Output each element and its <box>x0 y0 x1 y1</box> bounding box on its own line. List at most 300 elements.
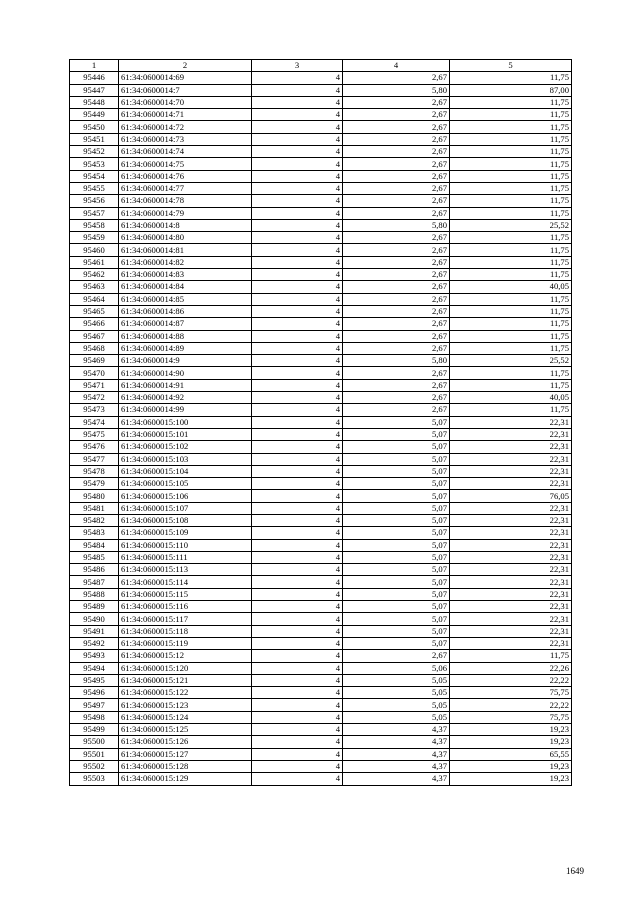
table-cell-col1: 95472 <box>70 392 119 404</box>
table-cell-col1: 95447 <box>70 84 119 96</box>
table-row <box>70 416 572 428</box>
table-cell-col1: 95469 <box>70 355 119 367</box>
table-row <box>70 514 572 526</box>
table-cell-col2: 61:34:0600014:69 <box>119 72 252 84</box>
table-cell-col4: 5,07 <box>343 576 450 588</box>
table-cell-col4: 5,07 <box>343 453 450 465</box>
table-cell-col5: 22,31 <box>450 502 572 514</box>
table-cell-col3: 4 <box>252 416 343 428</box>
table-cell-col3: 4 <box>252 158 343 170</box>
table-cell-col1: 95475 <box>70 428 119 440</box>
table-cell-col2: 61:34:0600015:103 <box>119 453 252 465</box>
header-row <box>70 60 572 72</box>
table-cell-col2: 61:34:0600014:77 <box>119 182 252 194</box>
table-cell-col2: 61:34:0600014:89 <box>119 342 252 354</box>
table-cell-col4: 5,07 <box>343 441 450 453</box>
table-row <box>70 355 572 367</box>
table-cell-col3: 4 <box>252 674 343 686</box>
table-cell-col5: 22,31 <box>450 613 572 625</box>
table-cell-col2: 61:34:0600015:12 <box>119 650 252 662</box>
table-cell-col1: 95486 <box>70 564 119 576</box>
table-cell-col1: 95476 <box>70 441 119 453</box>
table-cell-col2: 61:34:0600015:129 <box>119 773 252 785</box>
table-cell-col5: 11,75 <box>450 96 572 108</box>
table-cell-col3: 4 <box>252 576 343 588</box>
table-cell-col1: 95446 <box>70 72 119 84</box>
table-cell-col3: 4 <box>252 453 343 465</box>
table-cell-col5: 75,75 <box>450 711 572 723</box>
table-cell-col1: 95456 <box>70 195 119 207</box>
table-cell-col2: 61:34:0600014:86 <box>119 305 252 317</box>
column-header-1: 1 <box>70 60 119 72</box>
table-cell-col3: 4 <box>252 502 343 514</box>
table-row <box>70 305 572 317</box>
table-cell-col4: 4,37 <box>343 736 450 748</box>
table-cell-col2: 61:34:0600014:90 <box>119 367 252 379</box>
table-cell-col3: 4 <box>252 244 343 256</box>
table-cell-col5: 75,75 <box>450 687 572 699</box>
table-cell-col4: 5,07 <box>343 478 450 490</box>
table-cell-col4: 5,07 <box>343 527 450 539</box>
table-cell-col5: 11,75 <box>450 650 572 662</box>
table-cell-col4: 5,06 <box>343 662 450 674</box>
table-body <box>70 72 572 785</box>
table-cell-col3: 4 <box>252 379 343 391</box>
table-row <box>70 72 572 84</box>
table-cell-col4: 4,37 <box>343 773 450 785</box>
table-cell-col1: 95495 <box>70 674 119 686</box>
table-cell-col4: 2,67 <box>343 244 450 256</box>
table-cell-col2: 61:34:0600015:109 <box>119 527 252 539</box>
table-cell-col4: 5,07 <box>343 564 450 576</box>
table-cell-col4: 5,07 <box>343 465 450 477</box>
table-row <box>70 84 572 96</box>
table-row <box>70 133 572 145</box>
table-cell-col1: 95490 <box>70 613 119 625</box>
table-cell-col3: 4 <box>252 367 343 379</box>
table-cell-col5: 11,75 <box>450 330 572 342</box>
table-cell-col2: 61:34:0600015:111 <box>119 551 252 563</box>
table-cell-col1: 95503 <box>70 773 119 785</box>
table-cell-col1: 95466 <box>70 318 119 330</box>
column-header-2: 2 <box>119 60 252 72</box>
table-cell-col2: 61:34:0600015:127 <box>119 748 252 760</box>
table-row <box>70 293 572 305</box>
table-cell-col3: 4 <box>252 96 343 108</box>
table-cell-col2: 61:34:0600014:79 <box>119 207 252 219</box>
table-cell-col5: 11,75 <box>450 207 572 219</box>
table-cell-col1: 95460 <box>70 244 119 256</box>
table-cell-col3: 4 <box>252 736 343 748</box>
table-cell-col2: 61:34:0600014:92 <box>119 392 252 404</box>
table-cell-col1: 95464 <box>70 293 119 305</box>
table-cell-col5: 11,75 <box>450 109 572 121</box>
table-cell-col3: 4 <box>252 465 343 477</box>
table-cell-col1: 95489 <box>70 601 119 613</box>
table-row <box>70 551 572 563</box>
table-row <box>70 625 572 637</box>
table-cell-col1: 95498 <box>70 711 119 723</box>
table-cell-col1: 95493 <box>70 650 119 662</box>
table-row <box>70 146 572 158</box>
table-cell-col2: 61:34:0600014:78 <box>119 195 252 207</box>
table-cell-col5: 11,75 <box>450 305 572 317</box>
table-cell-col5: 22,31 <box>450 478 572 490</box>
table-cell-col4: 5,07 <box>343 551 450 563</box>
table-cell-col2: 61:34:0600014:9 <box>119 355 252 367</box>
table-cell-col5: 22,31 <box>450 514 572 526</box>
table-cell-col1: 95468 <box>70 342 119 354</box>
table-row <box>70 588 572 600</box>
table-cell-col1: 95477 <box>70 453 119 465</box>
table-cell-col5: 40,05 <box>450 392 572 404</box>
table-cell-col5: 11,75 <box>450 146 572 158</box>
table-cell-col5: 11,75 <box>450 121 572 133</box>
table-cell-col1: 95449 <box>70 109 119 121</box>
table-cell-col1: 95479 <box>70 478 119 490</box>
table-cell-col4: 2,67 <box>343 293 450 305</box>
table-cell-col1: 95458 <box>70 219 119 231</box>
table-cell-col3: 4 <box>252 428 343 440</box>
table-cell-col3: 4 <box>252 293 343 305</box>
table-cell-col1: 95473 <box>70 404 119 416</box>
table-row <box>70 539 572 551</box>
data-table <box>69 59 572 786</box>
table-row <box>70 367 572 379</box>
table-cell-col1: 95467 <box>70 330 119 342</box>
table-cell-col5: 19,23 <box>450 760 572 772</box>
table-row <box>70 256 572 268</box>
table-row <box>70 760 572 772</box>
table-cell-col1: 95502 <box>70 760 119 772</box>
table-cell-col3: 4 <box>252 699 343 711</box>
table-cell-col1: 95462 <box>70 269 119 281</box>
table-cell-col3: 4 <box>252 232 343 244</box>
table-cell-col3: 4 <box>252 318 343 330</box>
table-cell-col4: 2,67 <box>343 392 450 404</box>
table-cell-col5: 11,75 <box>450 244 572 256</box>
table-cell-col4: 2,67 <box>343 379 450 391</box>
table-cell-col2: 61:34:0600014:76 <box>119 170 252 182</box>
table-cell-col2: 61:34:0600015:126 <box>119 736 252 748</box>
table-cell-col3: 4 <box>252 564 343 576</box>
table-cell-col5: 11,75 <box>450 182 572 194</box>
table-cell-col1: 95454 <box>70 170 119 182</box>
table-cell-col2: 61:34:0600015:113 <box>119 564 252 576</box>
table-cell-col3: 4 <box>252 490 343 502</box>
table-cell-col1: 95500 <box>70 736 119 748</box>
table-row <box>70 404 572 416</box>
table-cell-col5: 11,75 <box>450 256 572 268</box>
table-cell-col2: 61:34:0600014:91 <box>119 379 252 391</box>
table-cell-col4: 2,67 <box>343 96 450 108</box>
table-cell-col2: 61:34:0600015:106 <box>119 490 252 502</box>
table-cell-col1: 95501 <box>70 748 119 760</box>
table-cell-col3: 4 <box>252 207 343 219</box>
table-cell-col2: 61:34:0600014:7 <box>119 84 252 96</box>
table-cell-col4: 5,80 <box>343 84 450 96</box>
table-cell-col2: 61:34:0600014:99 <box>119 404 252 416</box>
table-cell-col1: 95465 <box>70 305 119 317</box>
table-cell-col5: 22,31 <box>450 453 572 465</box>
table-cell-col5: 25,52 <box>450 219 572 231</box>
table-cell-col5: 22,31 <box>450 564 572 576</box>
table-cell-col2: 61:34:0600015:120 <box>119 662 252 674</box>
table-cell-col2: 61:34:0600015:108 <box>119 514 252 526</box>
table-cell-col3: 4 <box>252 711 343 723</box>
table-cell-col1: 95492 <box>70 637 119 649</box>
table-row <box>70 318 572 330</box>
table-row <box>70 699 572 711</box>
table-row <box>70 453 572 465</box>
table-cell-col2: 61:34:0600015:115 <box>119 588 252 600</box>
table-cell-col4: 2,67 <box>343 182 450 194</box>
table-cell-col5: 65,55 <box>450 748 572 760</box>
table-cell-col3: 4 <box>252 514 343 526</box>
table-cell-col2: 61:34:0600015:110 <box>119 539 252 551</box>
table-cell-col4: 5,07 <box>343 428 450 440</box>
table-cell-col2: 61:34:0600015:128 <box>119 760 252 772</box>
table-cell-col5: 11,75 <box>450 158 572 170</box>
table-cell-col4: 2,67 <box>343 650 450 662</box>
table-cell-col4: 2,67 <box>343 146 450 158</box>
table-cell-col1: 95487 <box>70 576 119 588</box>
table-cell-col2: 61:34:0600015:119 <box>119 637 252 649</box>
table-cell-col4: 5,07 <box>343 588 450 600</box>
table-cell-col1: 95457 <box>70 207 119 219</box>
table-cell-col5: 22,31 <box>450 441 572 453</box>
table-cell-col4: 4,37 <box>343 724 450 736</box>
table-row <box>70 490 572 502</box>
table-cell-col2: 61:34:0600014:81 <box>119 244 252 256</box>
table-row <box>70 674 572 686</box>
table-cell-col5: 11,75 <box>450 195 572 207</box>
table-cell-col5: 11,75 <box>450 318 572 330</box>
table-cell-col3: 4 <box>252 330 343 342</box>
table-cell-col4: 5,07 <box>343 539 450 551</box>
table-cell-col3: 4 <box>252 601 343 613</box>
table-row <box>70 269 572 281</box>
table-cell-col5: 11,75 <box>450 379 572 391</box>
table-cell-col3: 4 <box>252 625 343 637</box>
table-row <box>70 441 572 453</box>
table-row <box>70 392 572 404</box>
table-cell-col1: 95448 <box>70 96 119 108</box>
table-cell-col4: 2,67 <box>343 72 450 84</box>
table-cell-col2: 61:34:0600014:75 <box>119 158 252 170</box>
table-cell-col5: 11,75 <box>450 367 572 379</box>
table-cell-col4: 5,07 <box>343 490 450 502</box>
table-row <box>70 195 572 207</box>
table-cell-col2: 61:34:0600014:80 <box>119 232 252 244</box>
table-cell-col5: 22,31 <box>450 465 572 477</box>
table-cell-col5: 11,75 <box>450 342 572 354</box>
table-cell-col2: 61:34:0600015:125 <box>119 724 252 736</box>
table-row <box>70 428 572 440</box>
table-row <box>70 232 572 244</box>
table-row <box>70 527 572 539</box>
table-cell-col3: 4 <box>252 182 343 194</box>
table-cell-col3: 4 <box>252 355 343 367</box>
table-cell-col5: 22,26 <box>450 662 572 674</box>
page-number: 1649 <box>566 866 584 876</box>
table-cell-col5: 87,00 <box>450 84 572 96</box>
table-row <box>70 601 572 613</box>
table-cell-col1: 95453 <box>70 158 119 170</box>
table-cell-col5: 22,22 <box>450 699 572 711</box>
table-row <box>70 613 572 625</box>
table-cell-col5: 22,31 <box>450 551 572 563</box>
table-cell-col4: 4,37 <box>343 760 450 772</box>
table-cell-col2: 61:34:0600014:70 <box>119 96 252 108</box>
table-cell-col3: 4 <box>252 588 343 600</box>
table-cell-col2: 61:34:0600014:82 <box>119 256 252 268</box>
table-cell-col5: 22,31 <box>450 625 572 637</box>
table-cell-col3: 4 <box>252 687 343 699</box>
table-cell-col1: 95478 <box>70 465 119 477</box>
table-cell-col4: 2,67 <box>343 256 450 268</box>
table-cell-col3: 4 <box>252 527 343 539</box>
table-cell-col4: 2,67 <box>343 281 450 293</box>
column-header-5: 5 <box>450 60 572 72</box>
table-cell-col3: 4 <box>252 219 343 231</box>
table-cell-col3: 4 <box>252 662 343 674</box>
table-cell-col5: 40,05 <box>450 281 572 293</box>
table-cell-col3: 4 <box>252 539 343 551</box>
table-cell-col4: 2,67 <box>343 232 450 244</box>
table-cell-col1: 95451 <box>70 133 119 145</box>
table-row <box>70 662 572 674</box>
table-row <box>70 207 572 219</box>
table-cell-col1: 95450 <box>70 121 119 133</box>
table-cell-col3: 4 <box>252 760 343 772</box>
table-row <box>70 576 572 588</box>
table-cell-col2: 61:34:0600014:71 <box>119 109 252 121</box>
table-row <box>70 219 572 231</box>
table-cell-col2: 61:34:0600014:8 <box>119 219 252 231</box>
table-cell-col4: 2,67 <box>343 109 450 121</box>
table-cell-col2: 61:34:0600015:114 <box>119 576 252 588</box>
table-cell-col1: 95474 <box>70 416 119 428</box>
table-cell-col4: 5,80 <box>343 219 450 231</box>
table-row <box>70 564 572 576</box>
table-row <box>70 170 572 182</box>
table-cell-col5: 19,23 <box>450 773 572 785</box>
table-cell-col1: 95494 <box>70 662 119 674</box>
table-row <box>70 96 572 108</box>
table-cell-col1: 95470 <box>70 367 119 379</box>
table-cell-col2: 61:34:0600015:123 <box>119 699 252 711</box>
table-cell-col5: 22,31 <box>450 428 572 440</box>
table-cell-col4: 2,67 <box>343 330 450 342</box>
table-cell-col4: 5,05 <box>343 674 450 686</box>
table-cell-col1: 95485 <box>70 551 119 563</box>
table-cell-col1: 95463 <box>70 281 119 293</box>
table-cell-col4: 2,67 <box>343 342 450 354</box>
table-cell-col5: 22,31 <box>450 588 572 600</box>
table-row <box>70 687 572 699</box>
table-cell-col1: 95488 <box>70 588 119 600</box>
table-cell-col3: 4 <box>252 441 343 453</box>
table-cell-col5: 25,52 <box>450 355 572 367</box>
table-cell-col2: 61:34:0600014:74 <box>119 146 252 158</box>
table-cell-col3: 4 <box>252 613 343 625</box>
table-cell-col3: 4 <box>252 146 343 158</box>
table-cell-col5: 19,23 <box>450 736 572 748</box>
table-cell-col2: 61:34:0600014:85 <box>119 293 252 305</box>
table-cell-col3: 4 <box>252 109 343 121</box>
column-header-3: 3 <box>252 60 343 72</box>
table-cell-col3: 4 <box>252 404 343 416</box>
table-cell-col2: 61:34:0600015:104 <box>119 465 252 477</box>
table-cell-col3: 4 <box>252 195 343 207</box>
table-cell-col5: 11,75 <box>450 72 572 84</box>
table-cell-col5: 22,31 <box>450 576 572 588</box>
table-cell-col3: 4 <box>252 773 343 785</box>
table-row <box>70 465 572 477</box>
table-row <box>70 724 572 736</box>
table-cell-col5: 22,31 <box>450 416 572 428</box>
table-cell-col4: 5,07 <box>343 502 450 514</box>
table-cell-col1: 95455 <box>70 182 119 194</box>
table-cell-col3: 4 <box>252 121 343 133</box>
table-cell-col4: 4,37 <box>343 748 450 760</box>
table-cell-col5: 22,31 <box>450 527 572 539</box>
table-cell-col3: 4 <box>252 256 343 268</box>
table-cell-col3: 4 <box>252 748 343 760</box>
table-cell-col2: 61:34:0600015:116 <box>119 601 252 613</box>
table-cell-col4: 2,67 <box>343 305 450 317</box>
table-cell-col4: 2,67 <box>343 195 450 207</box>
table-cell-col5: 11,75 <box>450 269 572 281</box>
table-cell-col2: 61:34:0600015:121 <box>119 674 252 686</box>
table-row <box>70 158 572 170</box>
table-cell-col2: 61:34:0600015:102 <box>119 441 252 453</box>
table-cell-col4: 2,67 <box>343 404 450 416</box>
table-cell-col3: 4 <box>252 269 343 281</box>
table-cell-col1: 95481 <box>70 502 119 514</box>
table-cell-col4: 5,80 <box>343 355 450 367</box>
table-cell-col1: 95496 <box>70 687 119 699</box>
table-cell-col4: 2,67 <box>343 121 450 133</box>
table-cell-col3: 4 <box>252 170 343 182</box>
table-cell-col1: 95459 <box>70 232 119 244</box>
table-cell-col3: 4 <box>252 281 343 293</box>
table-cell-col2: 61:34:0600015:117 <box>119 613 252 625</box>
table-cell-col2: 61:34:0600014:72 <box>119 121 252 133</box>
table-cell-col1: 95452 <box>70 146 119 158</box>
table-cell-col2: 61:34:0600015:105 <box>119 478 252 490</box>
table-cell-col1: 95461 <box>70 256 119 268</box>
table-cell-col1: 95484 <box>70 539 119 551</box>
table-cell-col4: 5,07 <box>343 613 450 625</box>
table-row <box>70 109 572 121</box>
table-cell-col5: 11,75 <box>450 232 572 244</box>
table-cell-col5: 22,22 <box>450 674 572 686</box>
table-row <box>70 342 572 354</box>
table-row <box>70 637 572 649</box>
table-cell-col4: 2,67 <box>343 269 450 281</box>
table-cell-col5: 76,05 <box>450 490 572 502</box>
table-cell-col5: 22,31 <box>450 601 572 613</box>
table-cell-col4: 2,67 <box>343 133 450 145</box>
table-cell-col1: 95480 <box>70 490 119 502</box>
table-cell-col5: 11,75 <box>450 293 572 305</box>
table-cell-col1: 95471 <box>70 379 119 391</box>
table-row <box>70 478 572 490</box>
table-cell-col3: 4 <box>252 133 343 145</box>
table-row <box>70 711 572 723</box>
